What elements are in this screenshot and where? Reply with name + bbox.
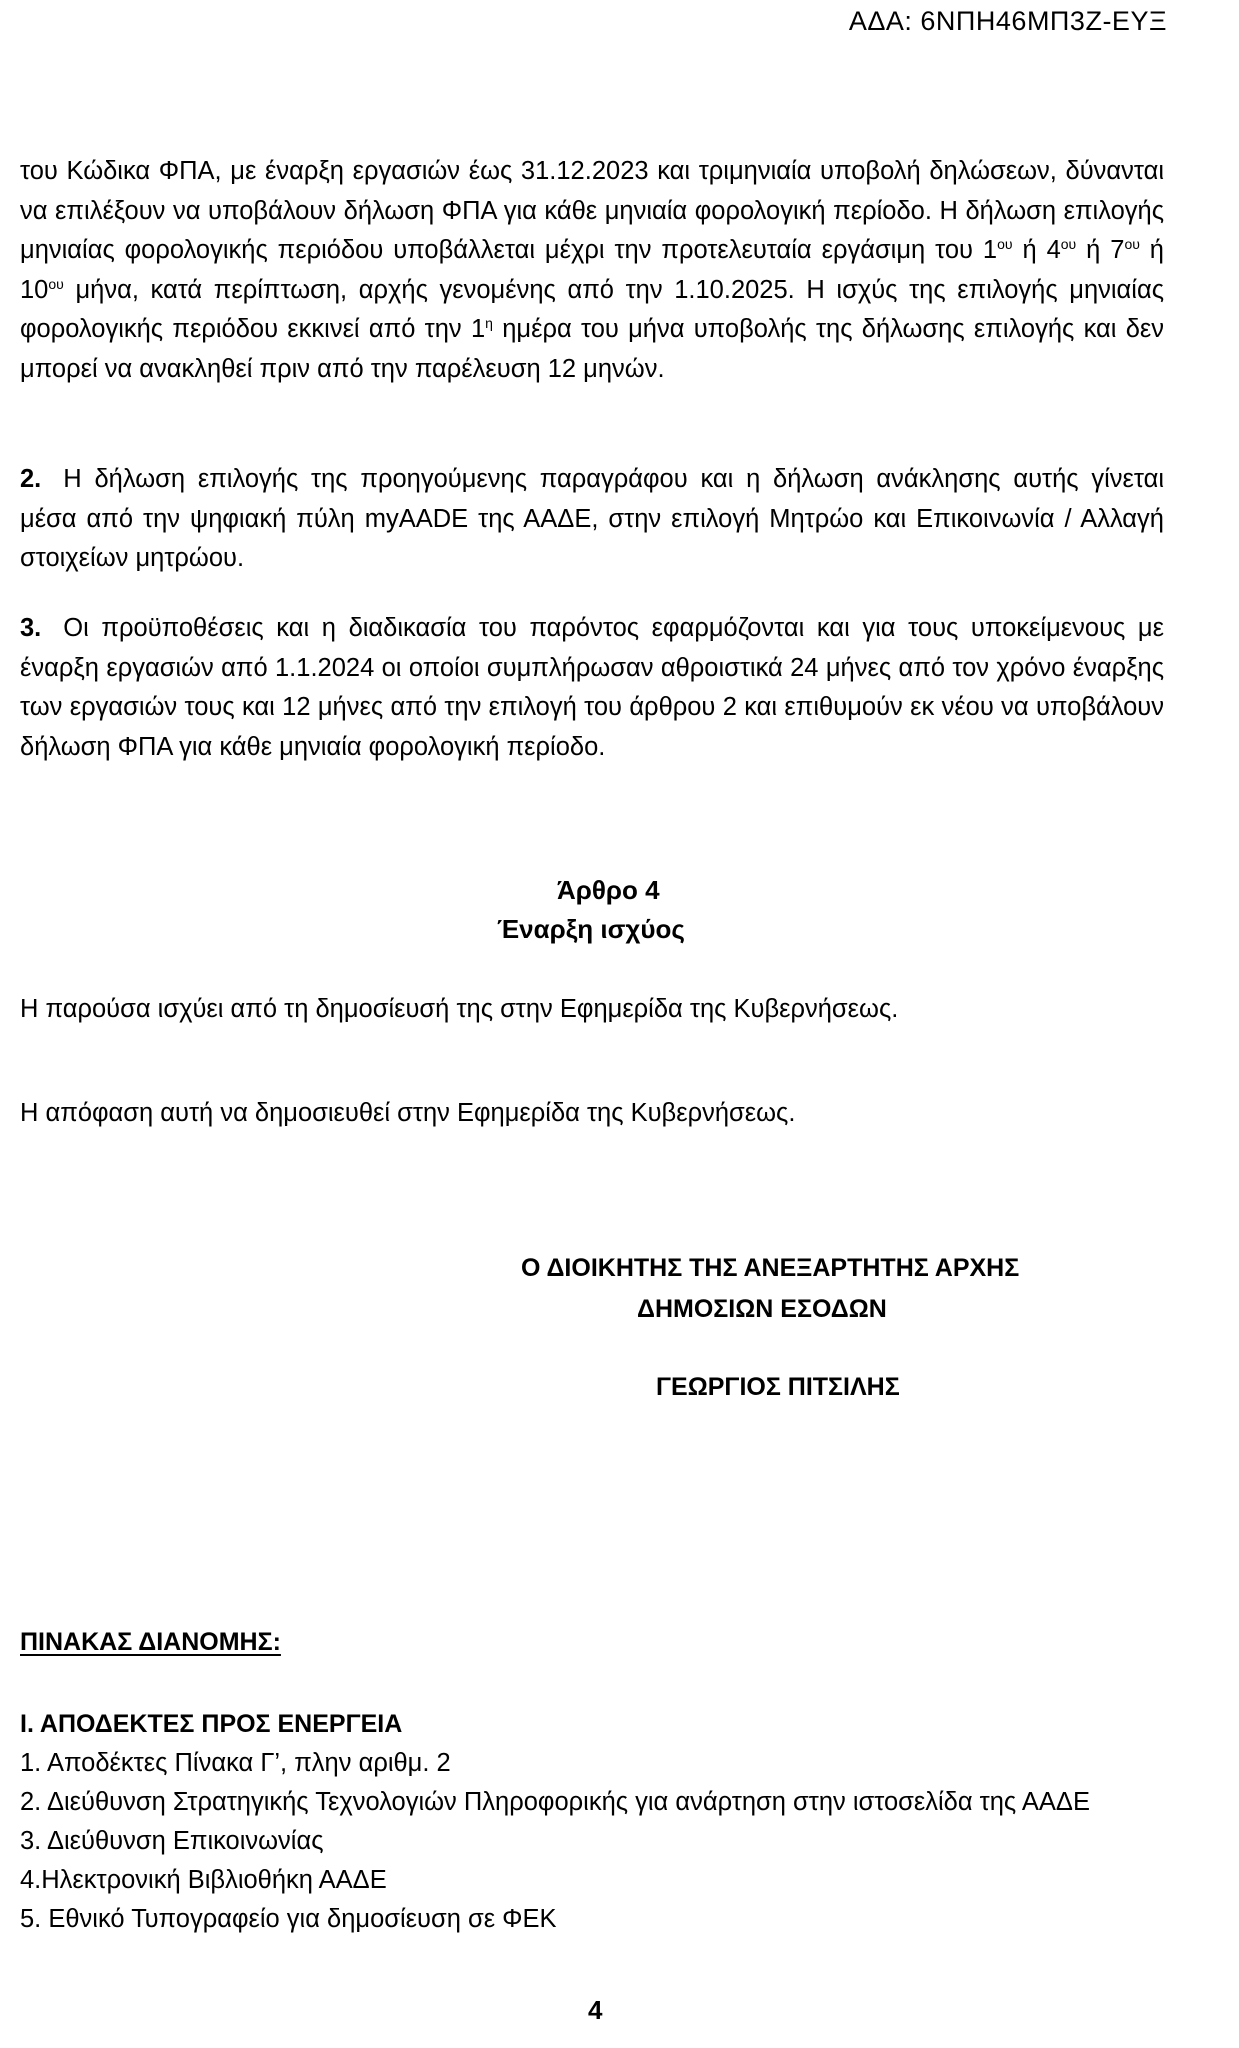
- article-title: Άρθρο 4: [557, 875, 660, 905]
- distribution-section: Ι. ΑΠΟΔΕΚΤΕΣ ΠΡΟΣ ΕΝΕΡΓΕΙΑ: [20, 1710, 403, 1738]
- distribution-title: ΠΙΝΑΚΑΣ ΔΙΑΝΟΜΗΣ:: [20, 1628, 281, 1656]
- list-item: 1. Αποδέκτες Πίνακα Γ’, πλην αριθμ. 2: [20, 1749, 451, 1777]
- list-item: 4.Ηλεκτρονική Βιβλιοθήκη ΑΑΔΕ: [20, 1866, 387, 1894]
- signatory-name: ΓΕΩΡΓΙΟΣ ΠΙΤΣΙΛΗΣ: [656, 1373, 900, 1401]
- page-number: 4: [588, 1995, 603, 2025]
- paragraph-1: του Κώδικα ΦΠΑ, με έναρξη εργασιών έως 31.12.2023 και τριμηνιαία υποβολή δηλώσεων, δύνανται να επιλέξουν να υποβάλουν δήλωση ΦΠΑ για κάθε μηνιαία φορολογική περίοδο. Η δήλωση επιλογής μηνιαίας φορολογικής περιόδου υποβάλλεται μέχρι την προτελευταία εργάσιμη του $1^{o\upsilon}$ ή $4^{o\upsilon}$ ή $7^{o\upsilon}$ ή $10^{o\upsilon}$ μήνα, κατά περίπτωση, αρχής γενομένης από την 1.10.2025. Η ισχύς της επιλογής μηνιαίας φορολογικής περιόδου εκκινεί από την $1^\eta$ ημέρα του μήνα υποβολής της δήλωσης επιλογής και δεν μπορεί να ανακληθεί πριν από την παρέλευση 12 μηνών.: [20, 157, 1165, 383]
- article-text: Η παρούσα ισχύει από τη δημοσίευσή της στην Εφημερίδα της Κυβερνήσεως.: [20, 995, 899, 1023]
- ada-code: ΑΔΑ: 6ΝΠΗ46ΜΠ3Ζ-ΕΥΞ: [848, 6, 1167, 36]
- paragraph-number: 3.: [20, 614, 42, 642]
- list-item: 2. Διεύθυνση Στρατηγικής Τεχνολογιών Πληροφορικής για ανάρτηση στην ιστοσελίδα της ΑΑΔΕ: [20, 1788, 1090, 1816]
- distribution-list: [20, 1705, 1170, 1939]
- list-item: 3. Διεύθυνση Επικοινωνίας: [20, 1827, 324, 1855]
- paragraph-3: 3. Οι προϋποθέσεις και η διαδικασία του παρόντος εφαρμόζονται και για τους υποκείμενους με έναρξη εργασιών από 1.1.2024 οι οποίοι συμπλήρωσαν αθροιστικά 24 μήνες από τον χρόνο έναρξης των εργασιών τους και 12 μήνες από την επιλογή του άρθρου 2 και επιθυμούν εκ νέου να υποβάλουν δήλωση ΦΠΑ για κάθε μηνιαία φορολογική περίοδο.: [20, 614, 1164, 761]
- paragraph-number: 2.: [20, 465, 42, 493]
- signatory-title-line1: Ο ΔΙΟΙΚΗΤΗΣ ΤΗΣ ΑΝΕΞΑΡΤΗΤΗΣ ΑΡΧΗΣ: [521, 1254, 1020, 1282]
- signatory-title-line2: ΔΗΜΟΣΙΩΝ ΕΣΟΔΩΝ: [637, 1295, 887, 1323]
- paragraph-2: 2. Η δήλωση επιλογής της προηγούμενης παραγράφου και η δήλωση ανάκλησης αυτής γίνεται μέσα από την ψηφιακή πύλη myAADE της ΑΑΔΕ, στην επιλογή Μητρώο και Επικοινωνία / Αλλαγή στοιχείων μητρώου.: [20, 465, 1164, 572]
- article-subtitle: Έναρξη ισχύος: [497, 914, 685, 944]
- list-item: 5. Εθνικό Τυπογραφείο για δημοσίευση σε ΦΕΚ: [20, 1905, 557, 1933]
- publication-text: Η απόφαση αυτή να δημοσιευθεί στην Εφημερίδα της Κυβερνήσεως.: [20, 1099, 796, 1127]
